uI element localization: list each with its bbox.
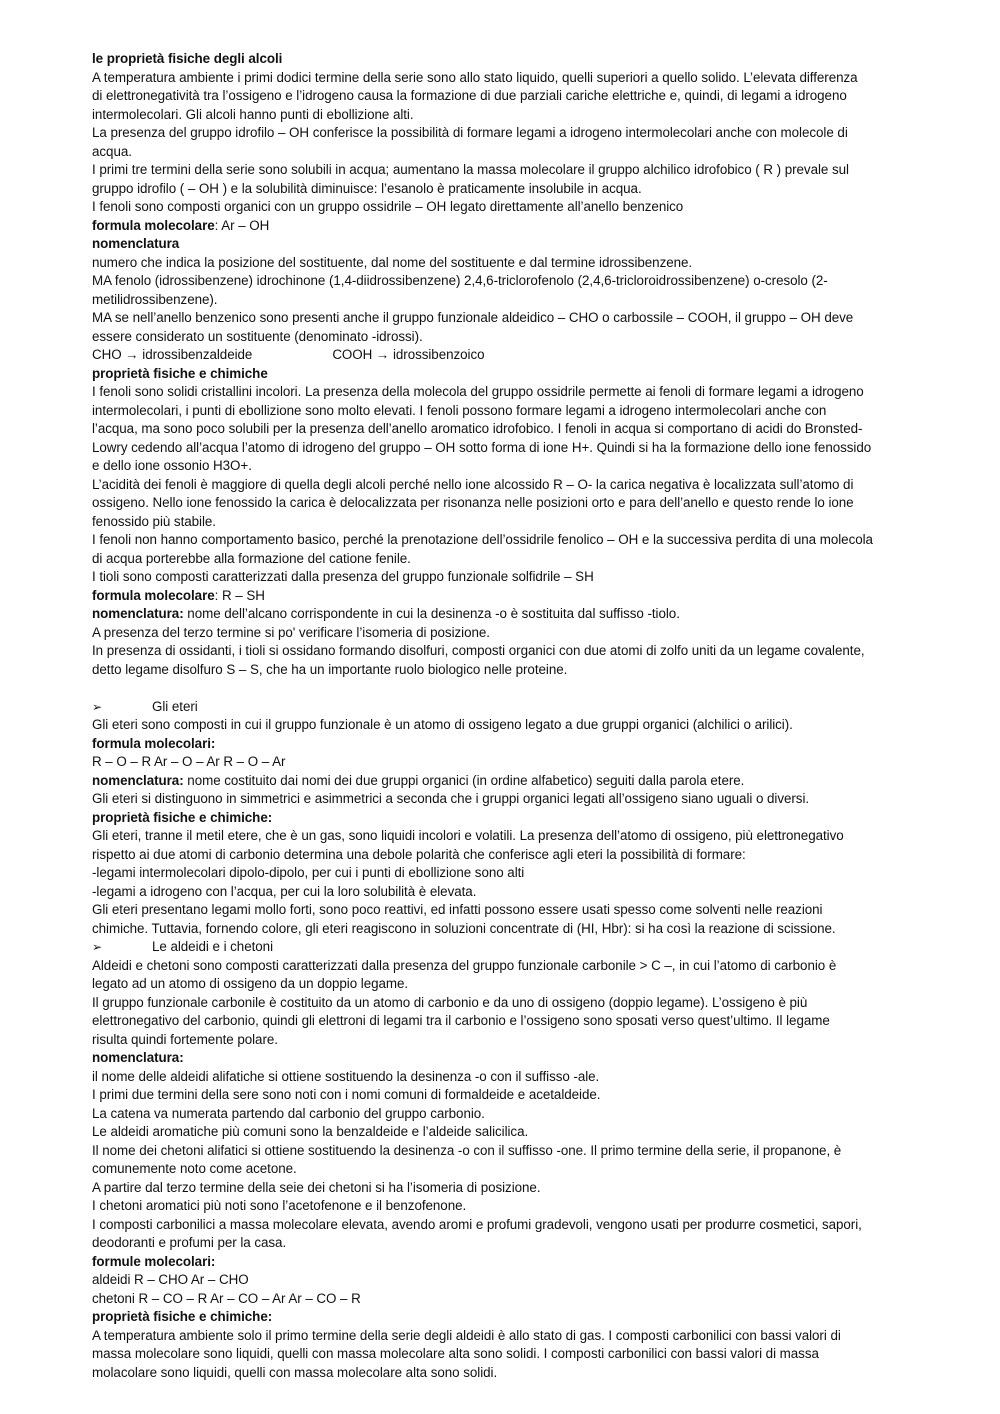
line-text: : Ar – OH (214, 217, 270, 233)
text-line: Gli eteri si distinguono in simmetrici e asimmetrici a seconda che i gruppi organici legati all’ossigeno siano uguali o diversi. (92, 791, 810, 806)
bullet-heading (92, 698, 908, 717)
text-line: e dello ione ossonio H3O+. (92, 458, 252, 473)
line-label: formula molecolare (92, 217, 215, 233)
text-line: Il nome dei chetoni alifatici si ottiene sostituendo la desinenza -o con il suffisso -one. Il primo termine della serie, il propanone, è (92, 1142, 842, 1158)
text-line: -legami a idrogeno con l’acqua, per cui la loro solubilità è elevata. (92, 883, 477, 899)
text-line: Gli eteri sono composti in cui il gruppo funzionale è un atomo di ossigeno legato a due gruppi organici (alchilici o arilici). (92, 717, 793, 732)
text-line: comunemente noto come acetone. (92, 1161, 297, 1176)
labeled-line (92, 587, 908, 606)
text-line: -legami intermolecolari dipolo-dipolo, per cui i punti di ebollizione sono alti (92, 865, 525, 880)
section-heading: formula molecolari: (92, 735, 216, 751)
text-line: Il gruppo funzionale carbonile è costituito da un atomo di carbonio e da uno di ossigeno (doppio legame). L’ossigeno è più (92, 994, 808, 1010)
text-line: essere considerato un sostituente (denominato -idrossi). (92, 328, 423, 344)
labeled-line (92, 605, 908, 624)
text-line: numero che indica la posizione del sostituente, dal nome del sostituente e dal termine idrossibenzene. (92, 254, 693, 270)
text-line: ossigeno. Nello ione fenossido la carica è delocalizzata per risonanza nelle posizioni orto e para dell’anello e questo rende lo ione (92, 495, 854, 510)
arrow-bullet-icon: ➢ (92, 940, 103, 954)
text-line: acqua. (92, 143, 132, 159)
text-line: l’acqua, ma sono poco solubili per la presenza dell’anello aromatico idrofobico. I fenoli in acqua si comportano di acidi do Bronsted- (92, 421, 863, 436)
text-line: chimiche. Tuttavia, fornendo colore, gli eteri reagiscono in soluzioni concentrate di (HI, Hbr): si ha così la reazione di scissione. (92, 920, 836, 936)
text-line: In presenza di ossidanti, i tioli si ossidano formando disolfuri, composti organici con due atomi di zolfo uniti da un legame covalente, (92, 643, 865, 658)
bullet-text: Le aldeidi e i chetoni (152, 939, 273, 954)
text-line: La presenza del gruppo idrofilo – OH conferisce la possibilità di formare legami a idrogeno intermolecolari anche con molecole di (92, 125, 848, 140)
text-line: I tioli sono composti caratterizzati dalla presenza del gruppo funzionale solfidrile – SH (92, 569, 594, 584)
blank-line (92, 679, 908, 698)
line-text: nome costituito dai nomi dei due gruppi organici (in ordine alfabetico) seguiti dalla parola etere. (183, 772, 745, 788)
text-line: MA se nell’anello benzenico sono presenti anche il gruppo funzionale aldeidico – CHO o carbossile – COOH, il gruppo – OH deve (92, 310, 854, 325)
text-line: chetoni R – CO – R Ar – CO – Ar Ar – CO – R (92, 1290, 361, 1306)
section-heading: le proprietà fisiche degli alcoli (92, 51, 283, 66)
text-line: deodoranti e profumi per la casa. (92, 1235, 287, 1250)
text-line: I fenoli sono solidi cristallini incolori. La presenza della molecola del gruppo ossidrile permette ai fenoli di formare legami a idrogeno (92, 384, 864, 399)
formula-right: COOH → idrossibenzoico (332, 347, 485, 362)
text-line: A presenza del terzo termine si po' verificare l’isomeria di posizione. (92, 624, 490, 640)
text-line: risulta quindi fortemente polare. (92, 1031, 278, 1047)
text-line: I primi tre termini della serie sono solubili in acqua; aumentano la massa molecolare il gruppo alchilico idrofobico ( R ) prevale sul (92, 162, 849, 177)
line-label: nomenclatura: (92, 772, 184, 788)
text-line: rispetto ai due atomi di carbonio determina una debole polarità che conferisce agli eteri la possibilità di formare: (92, 846, 746, 862)
formula-left: CHO → idrossibenzaldeide (92, 347, 253, 362)
text-line: Aldeidi e chetoni sono composti caratterizzati dalla presenza del gruppo funzionale carbonile > C –, in cui l’atomo di carbonio è (92, 957, 837, 973)
text-line: A temperatura ambiente i primi dodici termine della serie sono allo stato liquido, quelli superiori a quello solido. L’elevata differenza (92, 69, 858, 85)
text-line: L’acidità dei fenoli è maggiore di quella degli alcoli perché nello ione alcossido R – O- la carica negativa è localizzata sull’atomo di (92, 476, 854, 492)
text-line: di acqua porterebbe alla formazione del catione fenile. (92, 550, 411, 566)
text-line: I chetoni aromatici più noti sono l’acetofenone e il benzofenone. (92, 1198, 467, 1213)
text-line: La catena va numerata partendo dal carbonio del gruppo carbonio. (92, 1105, 485, 1121)
text-line: intermolecolari. Gli alcoli hanno punti di ebollizione alti. (92, 106, 414, 122)
text-line: I fenoli non hanno comportamento basico, perché la prenotazione dell’ossidrile fenolico – OH e la successiva perdita di una molecola (92, 532, 873, 547)
text-line: Le aldeidi aromatiche più comuni sono la benzaldeide e l’aldeide salicilica. (92, 1124, 529, 1139)
line-label: nomenclatura: (92, 606, 184, 621)
bullet-text: Gli eteri (152, 698, 198, 714)
section-heading: formule molecolari: (92, 1253, 216, 1269)
text-line: elettronegativo del carbonio, quindi gli elettroni di legami tra il carbonio e l’ossigeno sono sposati verso quest’ultimo. Il legame (92, 1013, 830, 1028)
text-line: I fenoli sono composti organici con un gruppo ossidrile – OH legato direttamente all’anello benzenico (92, 199, 684, 214)
text-line: molacolare sono liquidi, quelli con massa molecolare alta sono solidi. (92, 1364, 498, 1380)
text-line: intermolecolari, i punti di ebollizione sono molto elevati. I fenoli possono formare legami a idrogeno intermolecolari anche con (92, 402, 827, 418)
bullet-heading (92, 938, 908, 957)
text-line: Gli eteri, tranne il metil etere, che è un gas, sono liquidi incolori e volatili. La presenza dell’atomo di ossigeno, più elettronegativo (92, 828, 844, 843)
text-line: detto legame disolfuro S – S, che ha un importante ruolo biologico nelle proteine. (92, 661, 568, 677)
section-heading: proprietà fisiche e chimiche (92, 365, 268, 381)
section-heading: proprietà fisiche e chimiche: (92, 809, 273, 825)
line-text: : R – SH (214, 587, 265, 603)
formula-pair-line (92, 346, 908, 365)
text-line: di elettronegatività tra l’ossigeno e l’idrogeno causa la formazione di due parziali cariche elettriche e, quindi, di legami a idrogeno (92, 88, 847, 103)
text-line: Gli eteri presentano legami mollo forti, sono poco reattivi, ed infatti possono essere usati spesso come solventi nelle reazioni (92, 902, 823, 917)
text-line: I primi due termini della sere sono noti con i nomi comuni di formaldeide e acetaldeide. (92, 1087, 601, 1102)
text-line: metilidrossibenzene). (92, 291, 218, 307)
text-line: Lowry cedendo all’acqua l’atomo di idrogeno del gruppo – OH sotto forma di ione H+. Quindi si ha la formazione dello ione fenossido (92, 439, 872, 455)
labeled-line (92, 217, 908, 236)
text-line: massa molecolare sono liquidi, quelli con massa molecolare alta sono solidi. I composti carbonilici con bassi valori di massa (92, 1346, 819, 1361)
text-line: I composti carbonilici a massa molecolare elevata, avendo aromi e profumi gradevoli, vengono usati per produrre cosmetici, sapori, (92, 1216, 862, 1232)
text-line: fenossido più stabile. (92, 513, 216, 529)
text-line: gruppo idrofilo ( – OH ) e la solubilità diminuisce: l’esanolo è praticamente insolubile in acqua. (92, 180, 642, 196)
arrow-bullet-icon: ➢ (92, 699, 103, 714)
text-line: il nome delle aldeidi alifatiche si ottiene sostituendo la desinenza -o con il suffisso -ale. (92, 1068, 600, 1084)
text-line: MA fenolo (idrossibenzene) idrochinone (1,4-diidrossibenzene) 2,4,6-triclorofenolo (2,4,6-tricloroidrossibenzene) o-cresolo (2- (92, 273, 828, 288)
labeled-line (92, 772, 908, 791)
section-heading: nomenclatura: (92, 1050, 184, 1065)
text-line: aldeidi R – CHO Ar – CHO (92, 1272, 249, 1287)
text-line: R – O – R Ar – O – Ar R – O – Ar (92, 754, 286, 769)
section-heading: nomenclatura (92, 236, 180, 251)
text-line: A partire dal terzo termine della seie dei chetoni si ha l’isomeria di posizione. (92, 1179, 541, 1195)
line-text: nome dell’alcano corrispondente in cui la desinenza -o è sostituita dal suffisso -tiolo. (183, 606, 680, 621)
section-heading: proprietà fisiche e chimiche: (92, 1309, 273, 1324)
text-line: A temperatura ambiente solo il primo termine della serie degli aldeidi è allo stato di gas. I composti carbonilici con bassi valori di (92, 1327, 841, 1343)
text-line: legato ad un atomo di ossigeno da un doppio legame. (92, 976, 409, 991)
line-label: formula molecolare (92, 587, 215, 603)
